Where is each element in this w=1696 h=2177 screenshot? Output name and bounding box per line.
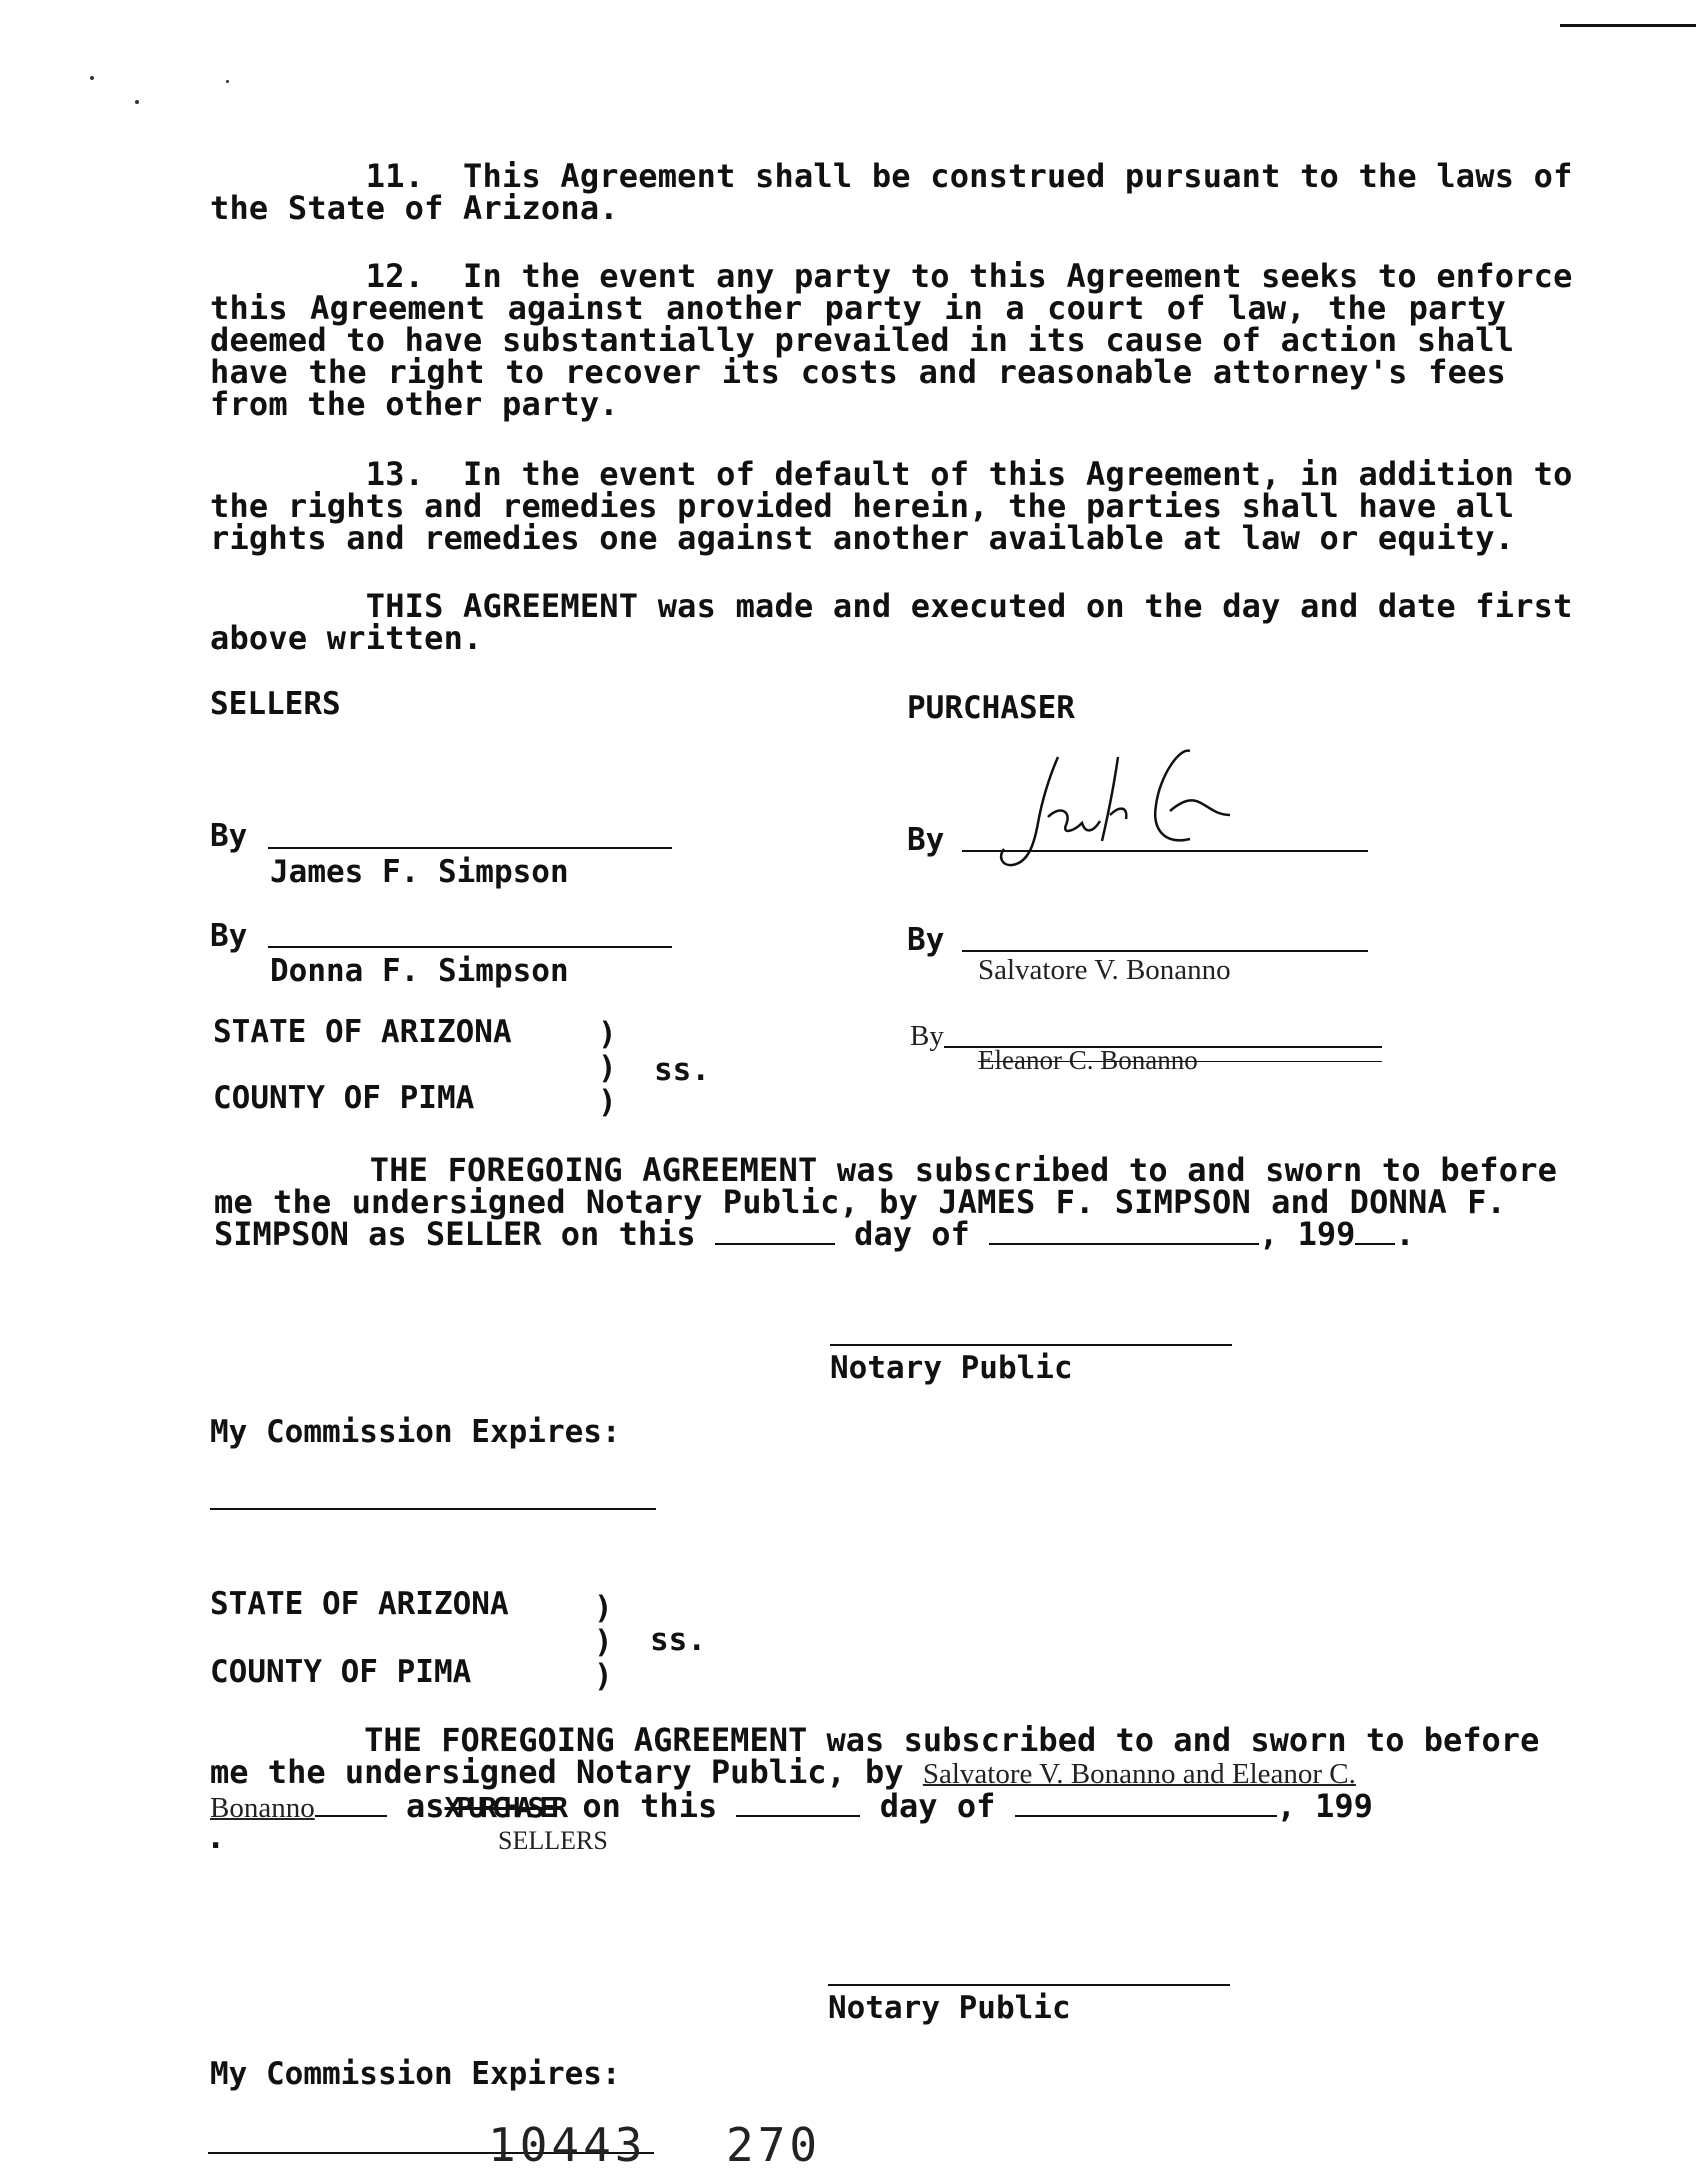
period: .: [1395, 1215, 1415, 1253]
notary-1-year-prefix: , 199: [1259, 1215, 1356, 1253]
signature-line-seller-2: [268, 946, 672, 948]
commission-2-label: My Commission Expires:: [210, 2056, 621, 2092]
notary-2-day-of: day of: [879, 1787, 996, 1825]
purchaser-3-name: Eleanor C. Bonanno: [978, 1045, 1198, 1075]
edge-mark: [1560, 24, 1696, 27]
venue-bracket: ): [594, 1658, 613, 1694]
day-blank[interactable]: [715, 1221, 835, 1245]
signature-line-purchaser-2: [962, 950, 1368, 952]
notary-2-line-2-prefix: me the undersigned Notary Public, by: [210, 1753, 923, 1791]
notary-2-line-2: [210, 1753, 1356, 1791]
commission-1-blank[interactable]: [210, 1508, 656, 1510]
by-label: By: [210, 918, 248, 954]
clause-13-line: the rights and remedies provided herein, the parties shall have all: [210, 487, 1515, 525]
execution-line: above written.: [210, 619, 483, 657]
venue-bracket: ): [598, 1084, 617, 1120]
clause-11-line: 11. This Agreement shall be construed pursuant to the laws of: [210, 157, 1573, 195]
clause-12-line: deemed to have substantially prevailed in its cause of action shall: [210, 321, 1515, 359]
notary-2-typed-names: Salvatore V. Bonanno and Eleanor C.: [922, 1758, 1356, 1790]
sellers-typed-correction: SELLERS: [498, 1826, 608, 1855]
commission-1-label: My Commission Expires:: [210, 1414, 621, 1450]
clause-11-line: the State of Arizona.: [210, 189, 619, 227]
month-blank[interactable]: [989, 1221, 1259, 1245]
seller-1-name: James F. Simpson: [270, 854, 569, 890]
purchaser-heading: PURCHASER: [907, 690, 1075, 726]
notary-2-line-1: THE FOREGOING AGREEMENT was subscribed to and sworn to before: [210, 1721, 1540, 1759]
scan-speck: [90, 76, 94, 80]
ss-label: ss.: [650, 1622, 706, 1658]
venue-bracket: ): [598, 1016, 617, 1052]
clause-12-line: have the right to recover its costs and reasonable attorney's fees: [210, 353, 1506, 391]
by-label: By: [907, 822, 945, 858]
notary-2-on-this: on this: [582, 1787, 718, 1825]
clause-12-line: 12. In the event any party to this Agreement seeks to enforce: [210, 257, 1573, 295]
county-label: COUNTY OF PIMA: [213, 1080, 475, 1116]
venue-bracket: ): [594, 1624, 613, 1660]
notary-1-paragraph: [214, 1151, 1558, 1221]
notary-2-line-3: [210, 1787, 1373, 1825]
scan-speck: [226, 80, 229, 83]
clause-13-line: rights and remedies one against another available at law or equity.: [210, 519, 1515, 557]
county-label: COUNTY OF PIMA: [210, 1654, 472, 1690]
month-blank[interactable]: [1015, 1793, 1277, 1817]
handwritten-signature: [990, 745, 1250, 880]
scan-speck: [135, 100, 139, 104]
execution-line: THIS AGREEMENT was made and executed on the day and date first: [210, 587, 1573, 625]
clause-11: [210, 157, 1573, 227]
notary-1-date-prefix: SIMPSON as SELLER on this: [214, 1215, 696, 1253]
name-blank: [315, 1793, 387, 1817]
clause-13-line: 13. In the event of default of this Agreement, in addition to: [210, 455, 1573, 493]
ss-label: ss.: [654, 1052, 710, 1088]
sellers-heading: SELLERS: [210, 686, 341, 722]
year-blank[interactable]: [1355, 1221, 1395, 1245]
state-label: STATE OF ARIZONA: [210, 1586, 509, 1622]
by-label: By: [210, 818, 248, 854]
page-number: 270: [726, 2118, 822, 2172]
notary-1-signature-line: [830, 1344, 1232, 1346]
execution-clause: [210, 587, 1573, 657]
by-label: By: [907, 922, 945, 958]
clause-12-line: from the other party.: [210, 385, 619, 423]
day-blank[interactable]: [736, 1793, 860, 1817]
by-label: By: [910, 1020, 944, 1052]
strike-through-purchaser-3: [978, 1061, 1382, 1062]
document-number: 10443: [488, 2118, 647, 2172]
notary-2-label: Notary Public: [828, 1990, 1071, 2026]
notary-1-line: THE FOREGOING AGREEMENT was subscribed to and sworn to before: [214, 1151, 1558, 1189]
signature-line-seller-1: [268, 847, 672, 849]
clause-12: [210, 257, 1573, 423]
state-label: STATE OF ARIZONA: [213, 1014, 512, 1050]
notary-2-period: .: [206, 1818, 226, 1856]
venue-bracket: ): [594, 1590, 613, 1626]
venue-bracket: ): [598, 1050, 617, 1086]
notary-2-typed-surname: Bonanno: [210, 1792, 315, 1824]
notary-2-as: as: [405, 1787, 445, 1825]
notary-1-day-of: day of: [854, 1215, 970, 1253]
purchaser-2-name: Salvatore V. Bonanno: [978, 954, 1231, 986]
seller-2-name: Donna F. Simpson: [270, 953, 569, 989]
notary-1-line: me the undersigned Notary Public, by JAMES F. SIMPSON and DONNA F.: [214, 1183, 1506, 1221]
notary-1-label: Notary Public: [830, 1350, 1073, 1386]
clause-13: [210, 455, 1573, 557]
struck-purchaser: XPURCHASER: [444, 1791, 564, 1824]
notary-1-date-line: [214, 1215, 1415, 1253]
notary-2-year-prefix: , 199: [1276, 1787, 1373, 1825]
clause-12-line: this Agreement against another party in a court of law, the party: [210, 289, 1506, 327]
notary-2-signature-line: [828, 1984, 1230, 1986]
